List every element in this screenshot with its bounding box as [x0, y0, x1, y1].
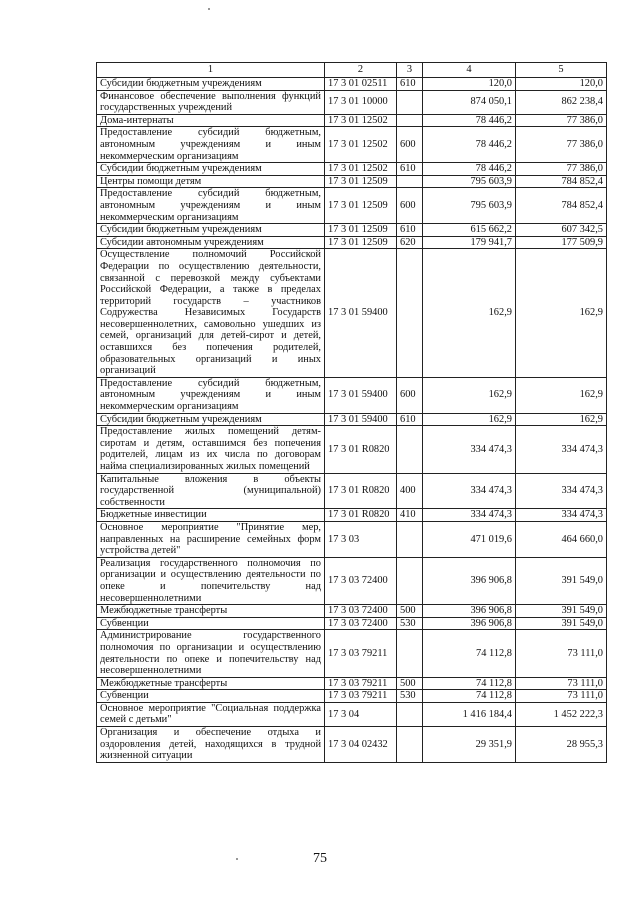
row-code-cell: 17 3 01 12502	[325, 127, 397, 163]
row-code-cell: 17 3 01 59400	[325, 249, 397, 378]
row-value-col5-cell: 607 342,5	[516, 224, 607, 237]
row-value-col4-cell: 74 112,8	[423, 690, 516, 703]
row-code-cell: 17 3 01 12509	[325, 175, 397, 188]
table-row	[97, 509, 607, 522]
row-value-col4-cell: 162,9	[423, 413, 516, 426]
table-row	[97, 236, 607, 249]
row-value-col4-cell: 396 906,8	[423, 617, 516, 630]
row-name-cell: Организация и обеспечение отдыха и оздоровления детей, находящихся в трудной жизненной ситуации	[97, 727, 325, 763]
column-header: 2	[325, 63, 397, 78]
row-expense-type-cell: 600	[397, 188, 423, 224]
table-row	[97, 78, 607, 91]
table-row	[97, 690, 607, 703]
row-expense-type-cell	[397, 426, 423, 473]
scan-speck	[208, 8, 210, 10]
row-name-cell: Капитальные вложения в объекты государственной (муниципальной) собственности	[97, 473, 325, 509]
row-value-col4-cell: 334 474,3	[423, 473, 516, 509]
column-header: 4	[423, 63, 516, 78]
row-value-col4-cell: 396 906,8	[423, 557, 516, 604]
column-header: 1	[97, 63, 325, 78]
row-value-col5-cell: 862 238,4	[516, 90, 607, 114]
row-value-col4-cell: 795 603,9	[423, 175, 516, 188]
row-value-col5-cell: 1 452 222,3	[516, 702, 607, 726]
row-expense-type-cell: 530	[397, 617, 423, 630]
row-value-col5-cell: 120,0	[516, 78, 607, 91]
table-row	[97, 617, 607, 630]
row-value-col5-cell: 334 474,3	[516, 509, 607, 522]
table-row	[97, 630, 607, 677]
row-value-col5-cell: 464 660,0	[516, 521, 607, 557]
row-value-col4-cell: 1 416 184,4	[423, 702, 516, 726]
row-value-col4-cell: 162,9	[423, 249, 516, 378]
row-name-cell: Реализация государственного полномочия по организации и осуществлению деятельности по опеке и попечительству над несовершеннолетними	[97, 557, 325, 604]
row-name-cell: Предоставление жилых помещений детям-сиротам и детям, оставшимся без попечения родителей, лицам из их числа по договорам найма специализированных жилых помещений	[97, 426, 325, 473]
row-code-cell: 17 3 01 12502	[325, 163, 397, 176]
row-name-cell: Основное мероприятие "Принятие мер, направленных на расширение семейных форм устройства детей"	[97, 521, 325, 557]
table-row	[97, 702, 607, 726]
row-expense-type-cell: 400	[397, 473, 423, 509]
row-value-col4-cell: 795 603,9	[423, 188, 516, 224]
row-name-cell: Субвенции	[97, 617, 325, 630]
row-expense-type-cell	[397, 557, 423, 604]
row-value-col5-cell: 391 549,0	[516, 617, 607, 630]
row-expense-type-cell: 610	[397, 413, 423, 426]
table-row	[97, 473, 607, 509]
table-row	[97, 175, 607, 188]
table-row	[97, 127, 607, 163]
row-value-col5-cell: 73 111,0	[516, 677, 607, 690]
row-name-cell: Центры помощи детям	[97, 175, 325, 188]
row-value-col5-cell: 77 386,0	[516, 114, 607, 127]
row-code-cell: 17 3 03 72400	[325, 617, 397, 630]
row-expense-type-cell	[397, 727, 423, 763]
row-code-cell: 17 3 03 72400	[325, 605, 397, 618]
row-value-col4-cell: 78 446,2	[423, 127, 516, 163]
row-value-col4-cell: 120,0	[423, 78, 516, 91]
row-name-cell: Субсидии бюджетным учреждениям	[97, 224, 325, 237]
row-code-cell: 17 3 01 R0820	[325, 473, 397, 509]
row-expense-type-cell: 410	[397, 509, 423, 522]
row-expense-type-cell: 500	[397, 677, 423, 690]
row-code-cell: 17 3 01 12509	[325, 224, 397, 237]
table-row	[97, 163, 607, 176]
row-value-col4-cell: 874 050,1	[423, 90, 516, 114]
row-name-cell: Бюджетные инвестиции	[97, 509, 325, 522]
row-name-cell: Предоставление субсидий бюджетным, автономным учреждениям и иным некоммерческим организациям	[97, 188, 325, 224]
budget-table	[96, 62, 607, 763]
row-name-cell: Предоставление субсидий бюджетным, автономным учреждениям и иным некоммерческим организациям	[97, 377, 325, 413]
row-code-cell: 17 3 01 R0820	[325, 426, 397, 473]
row-code-cell: 17 3 03 79211	[325, 630, 397, 677]
row-name-cell: Основное мероприятие "Социальная поддержка семей с детьми"	[97, 702, 325, 726]
row-value-col5-cell: 784 852,4	[516, 188, 607, 224]
row-value-col5-cell: 73 111,0	[516, 690, 607, 703]
row-expense-type-cell: 500	[397, 605, 423, 618]
row-expense-type-cell	[397, 702, 423, 726]
row-code-cell: 17 3 03	[325, 521, 397, 557]
row-value-col4-cell: 162,9	[423, 377, 516, 413]
row-expense-type-cell	[397, 630, 423, 677]
row-name-cell: Межбюджетные трансферты	[97, 677, 325, 690]
row-value-col4-cell: 74 112,8	[423, 677, 516, 690]
row-code-cell: 17 3 03 79211	[325, 690, 397, 703]
row-value-col5-cell: 784 852,4	[516, 175, 607, 188]
row-value-col4-cell: 29 351,9	[423, 727, 516, 763]
row-code-cell: 17 3 01 12502	[325, 114, 397, 127]
row-value-col5-cell: 77 386,0	[516, 163, 607, 176]
row-expense-type-cell	[397, 114, 423, 127]
row-value-col5-cell: 73 111,0	[516, 630, 607, 677]
row-expense-type-cell: 610	[397, 224, 423, 237]
table-row	[97, 521, 607, 557]
row-expense-type-cell	[397, 175, 423, 188]
row-name-cell: Предоставление субсидий бюджетным, автономным учреждениям и иным некоммерческим организациям	[97, 127, 325, 163]
table-row	[97, 188, 607, 224]
table-row	[97, 377, 607, 413]
row-value-col4-cell: 78 446,2	[423, 163, 516, 176]
row-value-col4-cell: 179 941,7	[423, 236, 516, 249]
row-name-cell: Администрирование государственного полномочия по организации и осуществлению деятельности по опеке и попечительству над несовершеннолетними	[97, 630, 325, 677]
row-expense-type-cell	[397, 249, 423, 378]
table-row	[97, 413, 607, 426]
row-value-col4-cell: 396 906,8	[423, 605, 516, 618]
row-value-col5-cell: 77 386,0	[516, 127, 607, 163]
table-row	[97, 114, 607, 127]
row-code-cell: 17 3 01 12509	[325, 236, 397, 249]
row-value-col4-cell: 74 112,8	[423, 630, 516, 677]
row-code-cell: 17 3 01 10000	[325, 90, 397, 114]
row-value-col4-cell: 334 474,3	[423, 426, 516, 473]
row-expense-type-cell: 610	[397, 78, 423, 91]
row-code-cell: 17 3 04 02432	[325, 727, 397, 763]
row-name-cell: Субсидии бюджетным учреждениям	[97, 413, 325, 426]
row-name-cell: Субсидии автономным учреждениям	[97, 236, 325, 249]
row-code-cell: 17 3 03 79211	[325, 677, 397, 690]
table-row	[97, 727, 607, 763]
row-expense-type-cell	[397, 521, 423, 557]
row-expense-type-cell: 620	[397, 236, 423, 249]
row-name-cell: Межбюджетные трансферты	[97, 605, 325, 618]
row-value-col4-cell: 334 474,3	[423, 509, 516, 522]
row-value-col5-cell: 162,9	[516, 249, 607, 378]
row-name-cell: Субсидии бюджетным учреждениям	[97, 78, 325, 91]
row-code-cell: 17 3 01 02511	[325, 78, 397, 91]
row-code-cell: 17 3 04	[325, 702, 397, 726]
row-value-col4-cell: 78 446,2	[423, 114, 516, 127]
row-value-col5-cell: 334 474,3	[516, 473, 607, 509]
page-number: 75	[313, 851, 327, 866]
row-value-col5-cell: 162,9	[516, 377, 607, 413]
row-value-col5-cell: 177 509,9	[516, 236, 607, 249]
row-expense-type-cell: 600	[397, 377, 423, 413]
table-body	[97, 78, 607, 763]
table-row	[97, 677, 607, 690]
row-name-cell: Осуществление полномочий Российской Федерации по осуществлению деятельности, связанной с перевозкой между субъектами Российской Федерации, а также в пределах территорий государств – участников Содружества Независимых Государств несовершеннолетних, самовольно ушедших из семей, организаций для детей-сирот и детей, оставшихся без попечения родителей, образовательных организаций и иных организаций	[97, 249, 325, 378]
row-value-col5-cell: 28 955,3	[516, 727, 607, 763]
table-row	[97, 90, 607, 114]
row-expense-type-cell: 530	[397, 690, 423, 703]
row-value-col4-cell: 471 019,6	[423, 521, 516, 557]
row-value-col4-cell: 615 662,2	[423, 224, 516, 237]
row-value-col5-cell: 391 549,0	[516, 557, 607, 604]
row-expense-type-cell: 600	[397, 127, 423, 163]
column-header: 3	[397, 63, 423, 78]
row-value-col5-cell: 162,9	[516, 413, 607, 426]
row-code-cell: 17 3 01 59400	[325, 377, 397, 413]
row-name-cell: Дома-интернаты	[97, 114, 325, 127]
row-code-cell: 17 3 01 R0820	[325, 509, 397, 522]
row-name-cell: Финансовое обеспечение выполнения функций государственных учреждений	[97, 90, 325, 114]
row-expense-type-cell: 610	[397, 163, 423, 176]
table-row	[97, 224, 607, 237]
table-header-row	[97, 63, 607, 78]
table-row	[97, 557, 607, 604]
row-code-cell: 17 3 01 12509	[325, 188, 397, 224]
table-row	[97, 249, 607, 378]
row-name-cell: Субсидии бюджетным учреждениям	[97, 163, 325, 176]
row-value-col5-cell: 334 474,3	[516, 426, 607, 473]
row-code-cell: 17 3 03 72400	[325, 557, 397, 604]
row-name-cell: Субвенции	[97, 690, 325, 703]
table-row	[97, 426, 607, 473]
column-header: 5	[516, 63, 607, 78]
table-row	[97, 605, 607, 618]
row-code-cell: 17 3 01 59400	[325, 413, 397, 426]
row-expense-type-cell	[397, 90, 423, 114]
row-value-col5-cell: 391 549,0	[516, 605, 607, 618]
